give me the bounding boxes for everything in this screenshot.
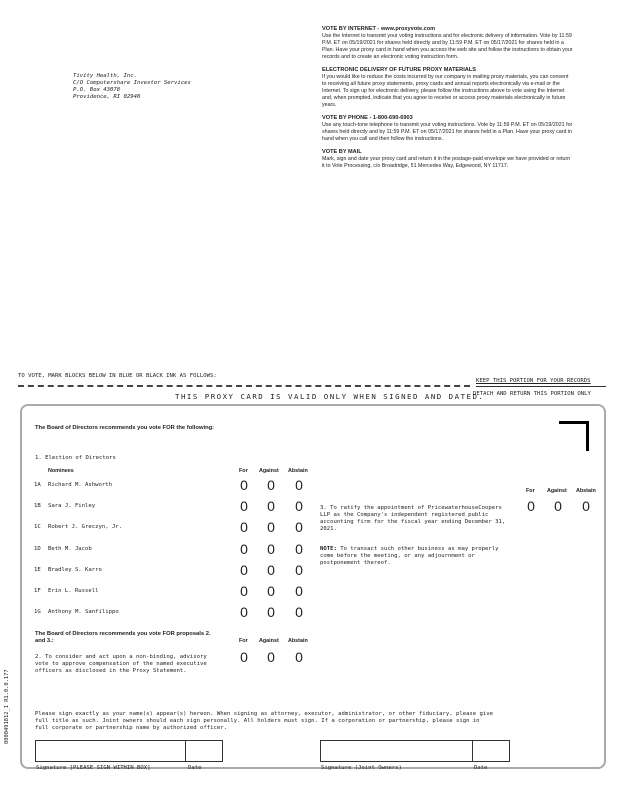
proposal-3-text: 3. To ratify the appointment of PricewaterhouseCoopers LLP as the Company's independent registered public accounting firm for the fiscal year ending December 31, 2021.: [320, 505, 506, 532]
keep-portion-label: KEEP THIS PORTION FOR YOUR RECORDS: [476, 378, 591, 384]
vote-abstain-box[interactable]: 0: [295, 604, 303, 620]
vote-for-box[interactable]: 0: [240, 498, 248, 514]
return-address: [73, 73, 191, 101]
nominee-id: 1G: [34, 609, 41, 615]
keep-portion-line: [476, 386, 606, 387]
date-label: Date: [188, 765, 202, 771]
detach-dashed-line: [18, 385, 470, 387]
detach-portion-label: DETACH AND RETURN THIS PORTION ONLY: [473, 391, 591, 397]
vote-for-box[interactable]: 0: [240, 583, 248, 599]
nominees-label: Nominees: [48, 468, 74, 474]
signing-instructions: Please sign exactly as your name(s) appear(s) hereon. When signing as attorney, executor, administrator, or other fiduciary, please give full title as such. Joint owners should each sign personally. All holders must sign. If a corporation or partnership, please sign in full corporate or partnership name by authorized officer.: [35, 711, 494, 731]
vote-abstain-box[interactable]: 0: [295, 498, 303, 514]
electronic-delivery-section: [322, 67, 574, 109]
mark-instruction: TO VOTE, MARK BLOCKS BELOW IN BLUE OR BLACK INK AS FOLLOWS:: [18, 373, 217, 379]
nominee-name: Sara J. Finley: [48, 503, 96, 509]
nominee-row: [34, 499, 314, 513]
note: [320, 546, 500, 567]
vote-against-box[interactable]: 0: [267, 583, 275, 599]
nominee-id: 1A: [34, 482, 41, 488]
signature-date-divider: [185, 740, 186, 762]
nominee-id: 1E: [34, 567, 41, 573]
nominee-id: 1F: [34, 588, 41, 594]
vote-by-internet-heading: VOTE BY INTERNET - www.proxyvote.com: [322, 26, 436, 32]
note-label: NOTE:: [320, 546, 337, 552]
vote-against-box[interactable]: 0: [267, 649, 275, 665]
electronic-delivery-body: If you would like to reduce the costs incurred by our company in mailing proxy materials, you can consent to receiving all future proxy statements, proxy cards and annual reports electronically via e-mail or the Internet. To sign up for electronic delivery, please follow the instructions above to vote using the Internet and, when prompted, indicate that you agree to receive or access proxy materials electronically in future years.: [322, 74, 569, 108]
nominee-name: Anthony M. Sanfilippo: [48, 609, 119, 615]
joint-signature-box[interactable]: [320, 740, 510, 762]
vote-abstain-box[interactable]: 0: [295, 477, 303, 493]
col-abstain-label: Abstain: [288, 468, 308, 474]
joint-date-label: Date: [474, 765, 488, 771]
vote-by-phone-heading: VOTE BY PHONE - 1-800-690-6903: [322, 115, 413, 121]
nominee-id: 1B: [34, 503, 41, 509]
address-line: P.O. Box 43078: [73, 87, 121, 93]
signature-label: Signature [PLEASE SIGN WITHIN BOX]: [36, 765, 151, 771]
nominee-id: 1C: [34, 524, 41, 530]
joint-signature-label: Signature (Joint Owners): [321, 765, 402, 771]
vote-against-box[interactable]: 0: [267, 498, 275, 514]
board-recommendation-2: The Board of Directors recommends you vote FOR proposals 2. and 3.:: [35, 631, 211, 644]
valid-notice: THIS PROXY CARD IS VALID ONLY WHEN SIGNED AND DATED.: [175, 392, 485, 401]
vote-by-mail-body: Mark, sign and date your proxy card and return it in the postage-paid envelope we have provided or return it to Vote Processing, c/o Broadridge, 51 Mercedes Way, Edgewood, NY 11717.: [322, 156, 571, 169]
vote-by-phone-body: Use any touch-tone telephone to transmit your voting instructions. Vote by 11:59 P.M. ET on 05/19/2021 for shares held directly and by 11:59 P.M. ET on 05/17/2021 for shares held in a Plan. Have your proxy card in hand when you call and then follow the instructions.: [322, 122, 573, 142]
vote-abstain-box[interactable]: 0: [295, 562, 303, 578]
col-abstain-label: Abstain: [288, 638, 308, 644]
nominee-row: [34, 563, 314, 577]
proposal-1-title: 1. Election of Directors: [35, 455, 116, 461]
vote-against-box[interactable]: 0: [267, 562, 275, 578]
col-against-label: Against: [259, 468, 279, 474]
nominee-row: [34, 542, 314, 556]
nominee-name: Bradley S. Karro: [48, 567, 102, 573]
vote-by-internet-body: Use the Internet to transmit your voting instructions and for electronic delivery of information. Vote by 11:59 P.M. ET on 05/19/2021 for shares held directly and by 11:59 P.M. ET on 05/17/2021 for shares held in a Plan. Have your proxy card in hand when you access the web site and follow the instructions to obtain your records and to create an electronic voting instruction form.: [322, 33, 573, 60]
vote-abstain-box[interactable]: 0: [295, 649, 303, 665]
side-document-code: 0000491812_1 R1.0.0.177: [4, 669, 10, 744]
vote-abstain-box[interactable]: 0: [295, 541, 303, 557]
col-for-label: For: [526, 488, 535, 494]
vote-against-box[interactable]: 0: [267, 519, 275, 535]
col-for-label: For: [239, 468, 248, 474]
vote-for-box[interactable]: 0: [240, 562, 248, 578]
nominee-row: [34, 520, 314, 534]
address-line: Tivity Health, Inc.: [73, 73, 137, 79]
vote-for-box[interactable]: 0: [240, 604, 248, 620]
col-for-label: For: [239, 638, 248, 644]
vote-abstain-box[interactable]: 0: [582, 498, 590, 514]
vote-for-box[interactable]: 0: [240, 649, 248, 665]
joint-date-divider: [472, 740, 473, 762]
nominee-name: Robert J. Greczyn, Jr.: [48, 524, 123, 530]
electronic-delivery-heading: ELECTRONIC DELIVERY OF FUTURE PROXY MATERIALS: [322, 67, 476, 73]
vote-abstain-box[interactable]: 0: [295, 519, 303, 535]
vote-against-box[interactable]: 0: [267, 541, 275, 557]
vote-against-box[interactable]: 0: [267, 477, 275, 493]
board-recommendation-1: The Board of Directors recommends you vote FOR the following:: [35, 425, 215, 431]
col-against-label: Against: [547, 488, 567, 494]
vote-for-box[interactable]: 0: [240, 519, 248, 535]
nominee-name: Beth M. Jacob: [48, 546, 92, 552]
vote-for-box[interactable]: 0: [240, 477, 248, 493]
nominee-row: [34, 605, 314, 619]
vote-against-box[interactable]: 0: [554, 498, 562, 514]
nominee-row: [34, 478, 314, 492]
signature-box[interactable]: [35, 740, 223, 762]
nominee-row: [34, 584, 314, 598]
voting-instructions: [322, 26, 574, 176]
note-text: To transact such other business as may properly come before the meeting, or any adjournment or postponement thereof.: [320, 546, 499, 566]
nominee-name: Richard M. Ashworth: [48, 482, 112, 488]
vote-by-phone-section: [322, 115, 574, 143]
vote-for-box[interactable]: 0: [527, 498, 535, 514]
vote-against-box[interactable]: 0: [267, 604, 275, 620]
vote-by-internet-section: [322, 26, 574, 61]
vote-by-mail-section: [322, 149, 574, 170]
vote-abstain-box[interactable]: 0: [295, 583, 303, 599]
nominee-id: 1D: [34, 546, 41, 552]
nominee-name: Erin L. Russell: [48, 588, 99, 594]
vote-for-box[interactable]: 0: [240, 541, 248, 557]
col-abstain-label: Abstain: [576, 488, 596, 494]
vote-by-mail-heading: VOTE BY MAIL: [322, 149, 362, 155]
address-line: Providence, RI 02940: [73, 94, 141, 100]
proposal-2-text: 2. To consider and act upon a non-binding, advisory vote to approve compensation of the named executive officers as disclosed in the Proxy Statement.: [35, 654, 207, 674]
registration-corner-mark: [559, 421, 589, 451]
address-line: C/O Computershare Investor Services: [73, 80, 191, 86]
col-against-label: Against: [259, 638, 279, 644]
